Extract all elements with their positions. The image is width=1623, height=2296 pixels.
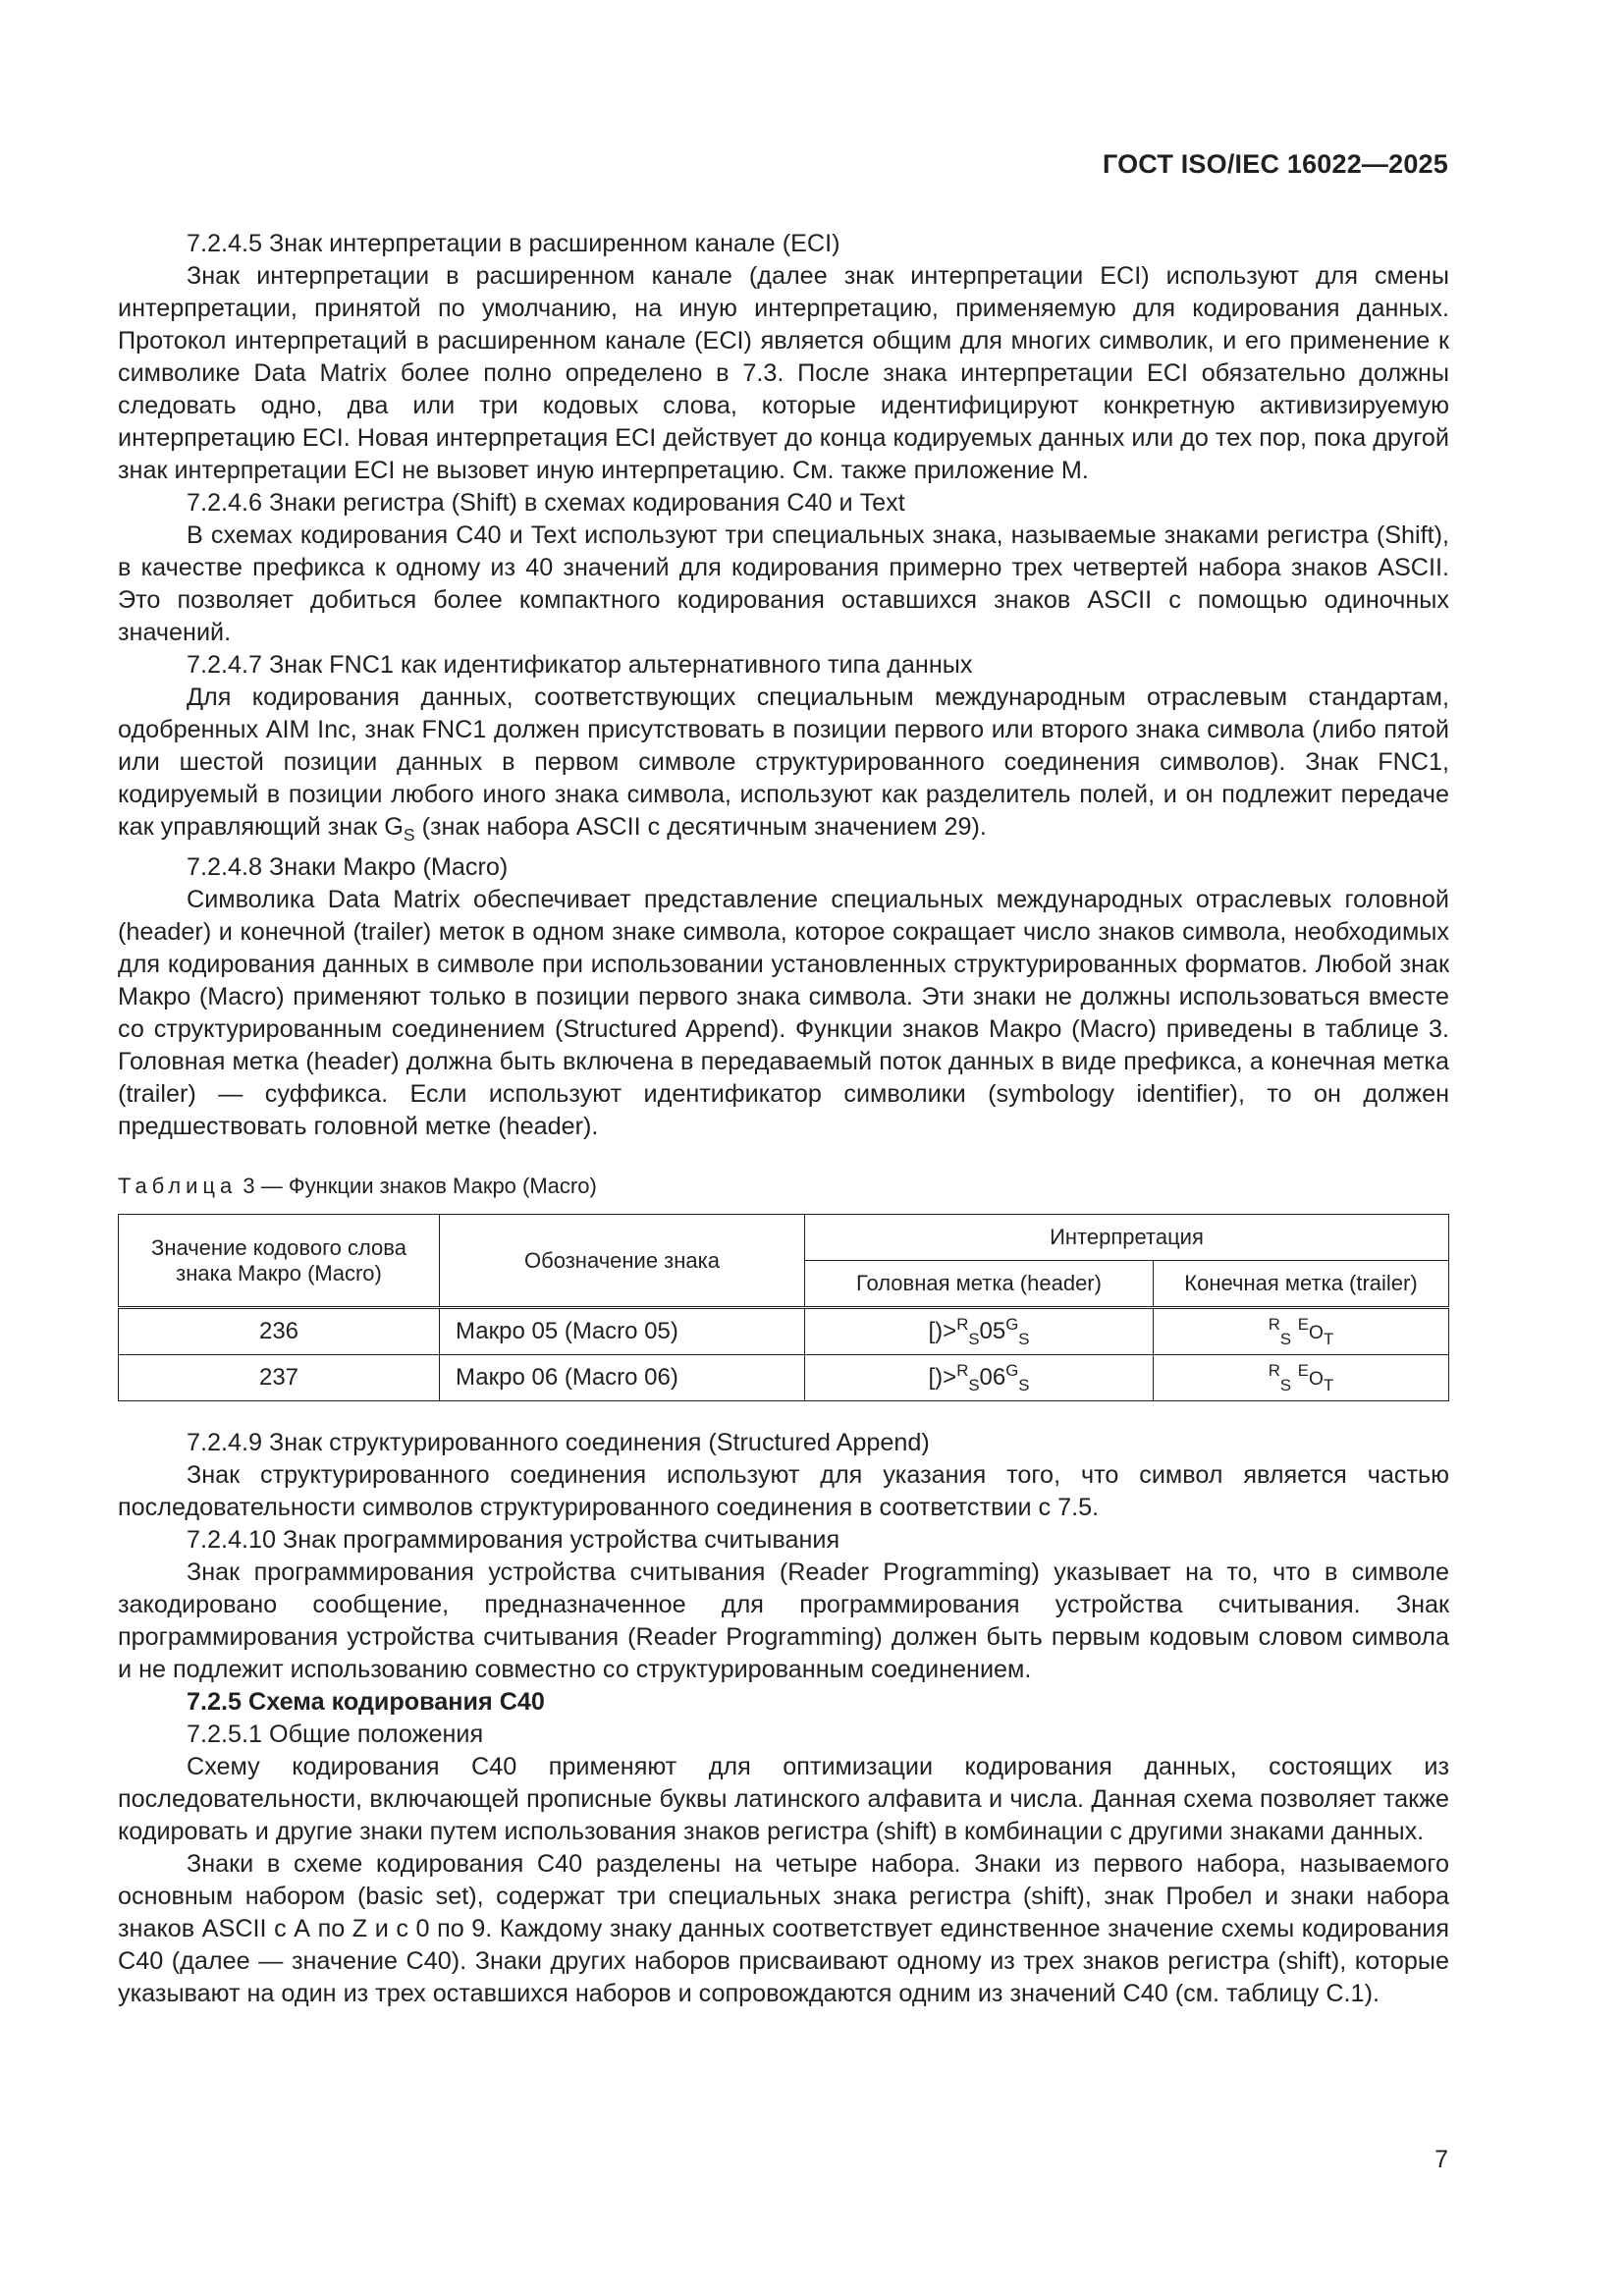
section-7-2-4-5-heading: 7.2.4.5 Знак интерпретации в расширенном канале (ECI): [187, 230, 840, 257]
header-mark-number: 06: [979, 1363, 1006, 1391]
sub-s: S: [1279, 1329, 1292, 1348]
cell-header-mark: [805, 1308, 1154, 1355]
section-7-2-4-7-heading: 7.2.4.7 Знак FNC1 как идентификатор альтернативного типа данных: [187, 651, 973, 679]
section-7-2-5-1-text-2: Знаки в схеме кодирования С40 разделены на четыре набора. Знаки из первого набора, называемого основным набором (basic set), содержат три специальных знака регистра (shift), знак Пробел и знаки набора знаков ASCII с А по Z и с 0 по 9. Каждому знаку данных соответствует единственное значение схемы кодирования С40 (далее — значение С40). Знаки других наборов присваивают одному из трех знаков регистра (shift), которые указывают на один из трех оставшихся наборов и сопровождаются одним из значений С40 (см. таблицу С.1).: [118, 1850, 1449, 2008]
sup-g: G: [1005, 1314, 1019, 1334]
sub-s: S: [1279, 1375, 1292, 1394]
header-mark-number: 05: [979, 1317, 1006, 1344]
table-3-caption-prefix: Таблица: [118, 1174, 238, 1199]
section-7-2-4-9-heading: 7.2.4.9 Знак структурированного соединения (Structured Append): [187, 1429, 930, 1457]
section-7-2-5-1-text-1: Схему кодирования С40 применяют для оптимизации кодирования данных, состоящих из последовательности, включающей прописные буквы латинского алфавита и числа. Данная схема позволяет также кодировать и другие знаки путем использования знаков регистра (shift) в комбинации с другими знаками данных.: [118, 1753, 1449, 1846]
section-7-2-4-8-text: Символика Data Matrix обеспечивает представление специальных международных отраслевых головной (header) и конечной (trailer) меток в одном знаке символа, которое сокращает число знаков символа, необходимых для кодирования данных в символе при использовании установленных структурированных форматов. Любой знак Макро (Macro) применяют только в позиции первого знака символа. Эти знаки не должны использоваться вместе со структурированным соединением (Structured Append). Функции знаков Макро (Macro) приведены в таблице 3. Головная метка (header) должна быть включена в передаваемый поток данных в виде префикса, а конечная метка (trailer) — суффикса. Если используют идентификатор символики (symbology identifier), то он должен предшествовать головной метке (header).: [118, 886, 1449, 1141]
cell-value: 236: [119, 1308, 440, 1355]
table-3-caption: [118, 1173, 1449, 1200]
section-7-2-4-6-heading: 7.2.4.6 Знаки регистра (Shift) в схемах кодирования С40 и Text: [187, 489, 905, 517]
section-7-2-4-5-text: Знак интерпретации в расширенном канале (далее знак интерпретации ECI) используют для смены интерпретации, принятой по умолчанию, на иную интерпретацию, применяемую для кодирования данных. Протокол интерпретаций в расширенном канале (ECI) является общим для многих символик, и его применение к символике Data Matrix более полно определено в 7.3. После знака интерпретации ECI обязательно должны следовать одно, два или три кодовых слова, которые идентифицируют конкретную активизируемую интерпретацию ECI. Новая интерпретация ECI действует до конца кодируемых данных или до тех пор, пока другой знак интерпретации ECI не вызовет иную интерпретацию. См. также приложение М.: [118, 262, 1449, 484]
sub-t: T: [1323, 1375, 1334, 1394]
header-mark-prefix: [)>: [928, 1363, 957, 1391]
section-7-2-4-8-heading: 7.2.4.8 Знаки Макро (Macro): [187, 853, 509, 882]
cell-header-mark: [805, 1355, 1154, 1401]
col-designation-header: Обозначение знака: [440, 1215, 805, 1308]
section-7-2-4-9-text: Знак структурированного соединения используют для указания того, что символ является частью последовательности символов структурированного соединения в соответствии с 7.5.: [118, 1461, 1449, 1522]
table-row: [119, 1308, 1449, 1355]
sub-t: T: [1323, 1329, 1334, 1348]
page-number: 7: [1434, 2146, 1448, 2173]
col-interpretation-header: Интерпретация: [805, 1215, 1449, 1261]
cell-designation: Макро 06 (Macro 06): [440, 1355, 805, 1401]
col-value-header: Значение кодового слова знака Макро (Macro): [119, 1215, 440, 1308]
document-id-header: ГОСТ ISO/IEC 16022—2025: [1102, 149, 1448, 179]
sup-r: R: [1268, 1360, 1280, 1380]
section-7-2-4-7-text: [118, 682, 1449, 851]
sup-r: R: [1268, 1314, 1280, 1334]
trailer-mark-o: O: [1309, 1322, 1324, 1343]
sup-e: E: [1297, 1360, 1309, 1380]
section-7-2-4-10-text: Знак программирования устройства считывания (Reader Programming) указывает на то, что в символе закодировано сообщение, предназначенное для программирования устройства считывания. Знак программирования устройства считывания (Reader Programming) должен быть первым кодовым словом символа и не подлежит использованию совместно со структурированным соединением.: [118, 1558, 1449, 1684]
section-7-2-4-10-heading: 7.2.4.10 Знак программирования устройства считывания: [187, 1526, 840, 1555]
section-7-2-4-7-text-b: (знак набора ASCII с десятичным значением 29).: [414, 813, 987, 841]
sub-s: S: [968, 1375, 980, 1394]
table-3: [118, 1214, 1449, 1401]
document-body: [118, 228, 1449, 2010]
sup-e: E: [1297, 1314, 1309, 1334]
sub-s: S: [968, 1329, 980, 1348]
sup-g: G: [1005, 1360, 1019, 1380]
table-row: [119, 1355, 1449, 1401]
sub-s: S: [1018, 1375, 1030, 1394]
cell-designation: Макро 05 (Macro 05): [440, 1308, 805, 1355]
cell-value: 237: [119, 1355, 440, 1401]
col-trailer-mark-header: Конечная метка (trailer): [1154, 1261, 1449, 1308]
gs-subscript: S: [403, 825, 415, 846]
table-header-row: [119, 1215, 1449, 1261]
section-7-2-5-1-heading: 7.2.5.1 Общие положения: [187, 1721, 484, 1749]
section-7-2-4-7-text-a: Для кодирования данных, соответствующих специальным международным отраслевым стандартам, одобренных AIM Inc, знак FNC1 должен присутствовать в позиции первого или второго знака символа (либо пятой или шестой позиции данных в первом символе структурированного соединения символов). Знак FNC1, кодируемый в позиции любого иного знака символа, используют как разделитель полей, и он подлежит передаче как управляющий знак G: [118, 683, 1449, 841]
table-3-caption-text: 3 — Функции знаков Макро (Macro): [237, 1174, 597, 1199]
header-mark-prefix: [)>: [928, 1317, 957, 1344]
trailer-mark-o: O: [1309, 1368, 1324, 1390]
col-header-mark-header: Головная метка (header): [805, 1261, 1154, 1308]
sub-s: S: [1018, 1329, 1030, 1348]
section-7-2-4-6-text: В схемах кодирования С40 и Text используют три специальных знака, называемые знаками регистра (Shift), в качестве префикса к одному из 40 значений для кодирования примерно трех четвертей набора знаков ASCII. Это позволяет добиться более компактного кодирования оставшихся знаков ASCII с помощью одиночных значений.: [118, 521, 1449, 646]
cell-trailer-mark: [1154, 1355, 1449, 1401]
sup-r: R: [956, 1360, 969, 1380]
cell-trailer-mark: [1154, 1308, 1449, 1355]
section-7-2-5-heading: 7.2.5 Схема кодирования С40: [187, 1688, 545, 1717]
sup-r: R: [956, 1314, 969, 1334]
